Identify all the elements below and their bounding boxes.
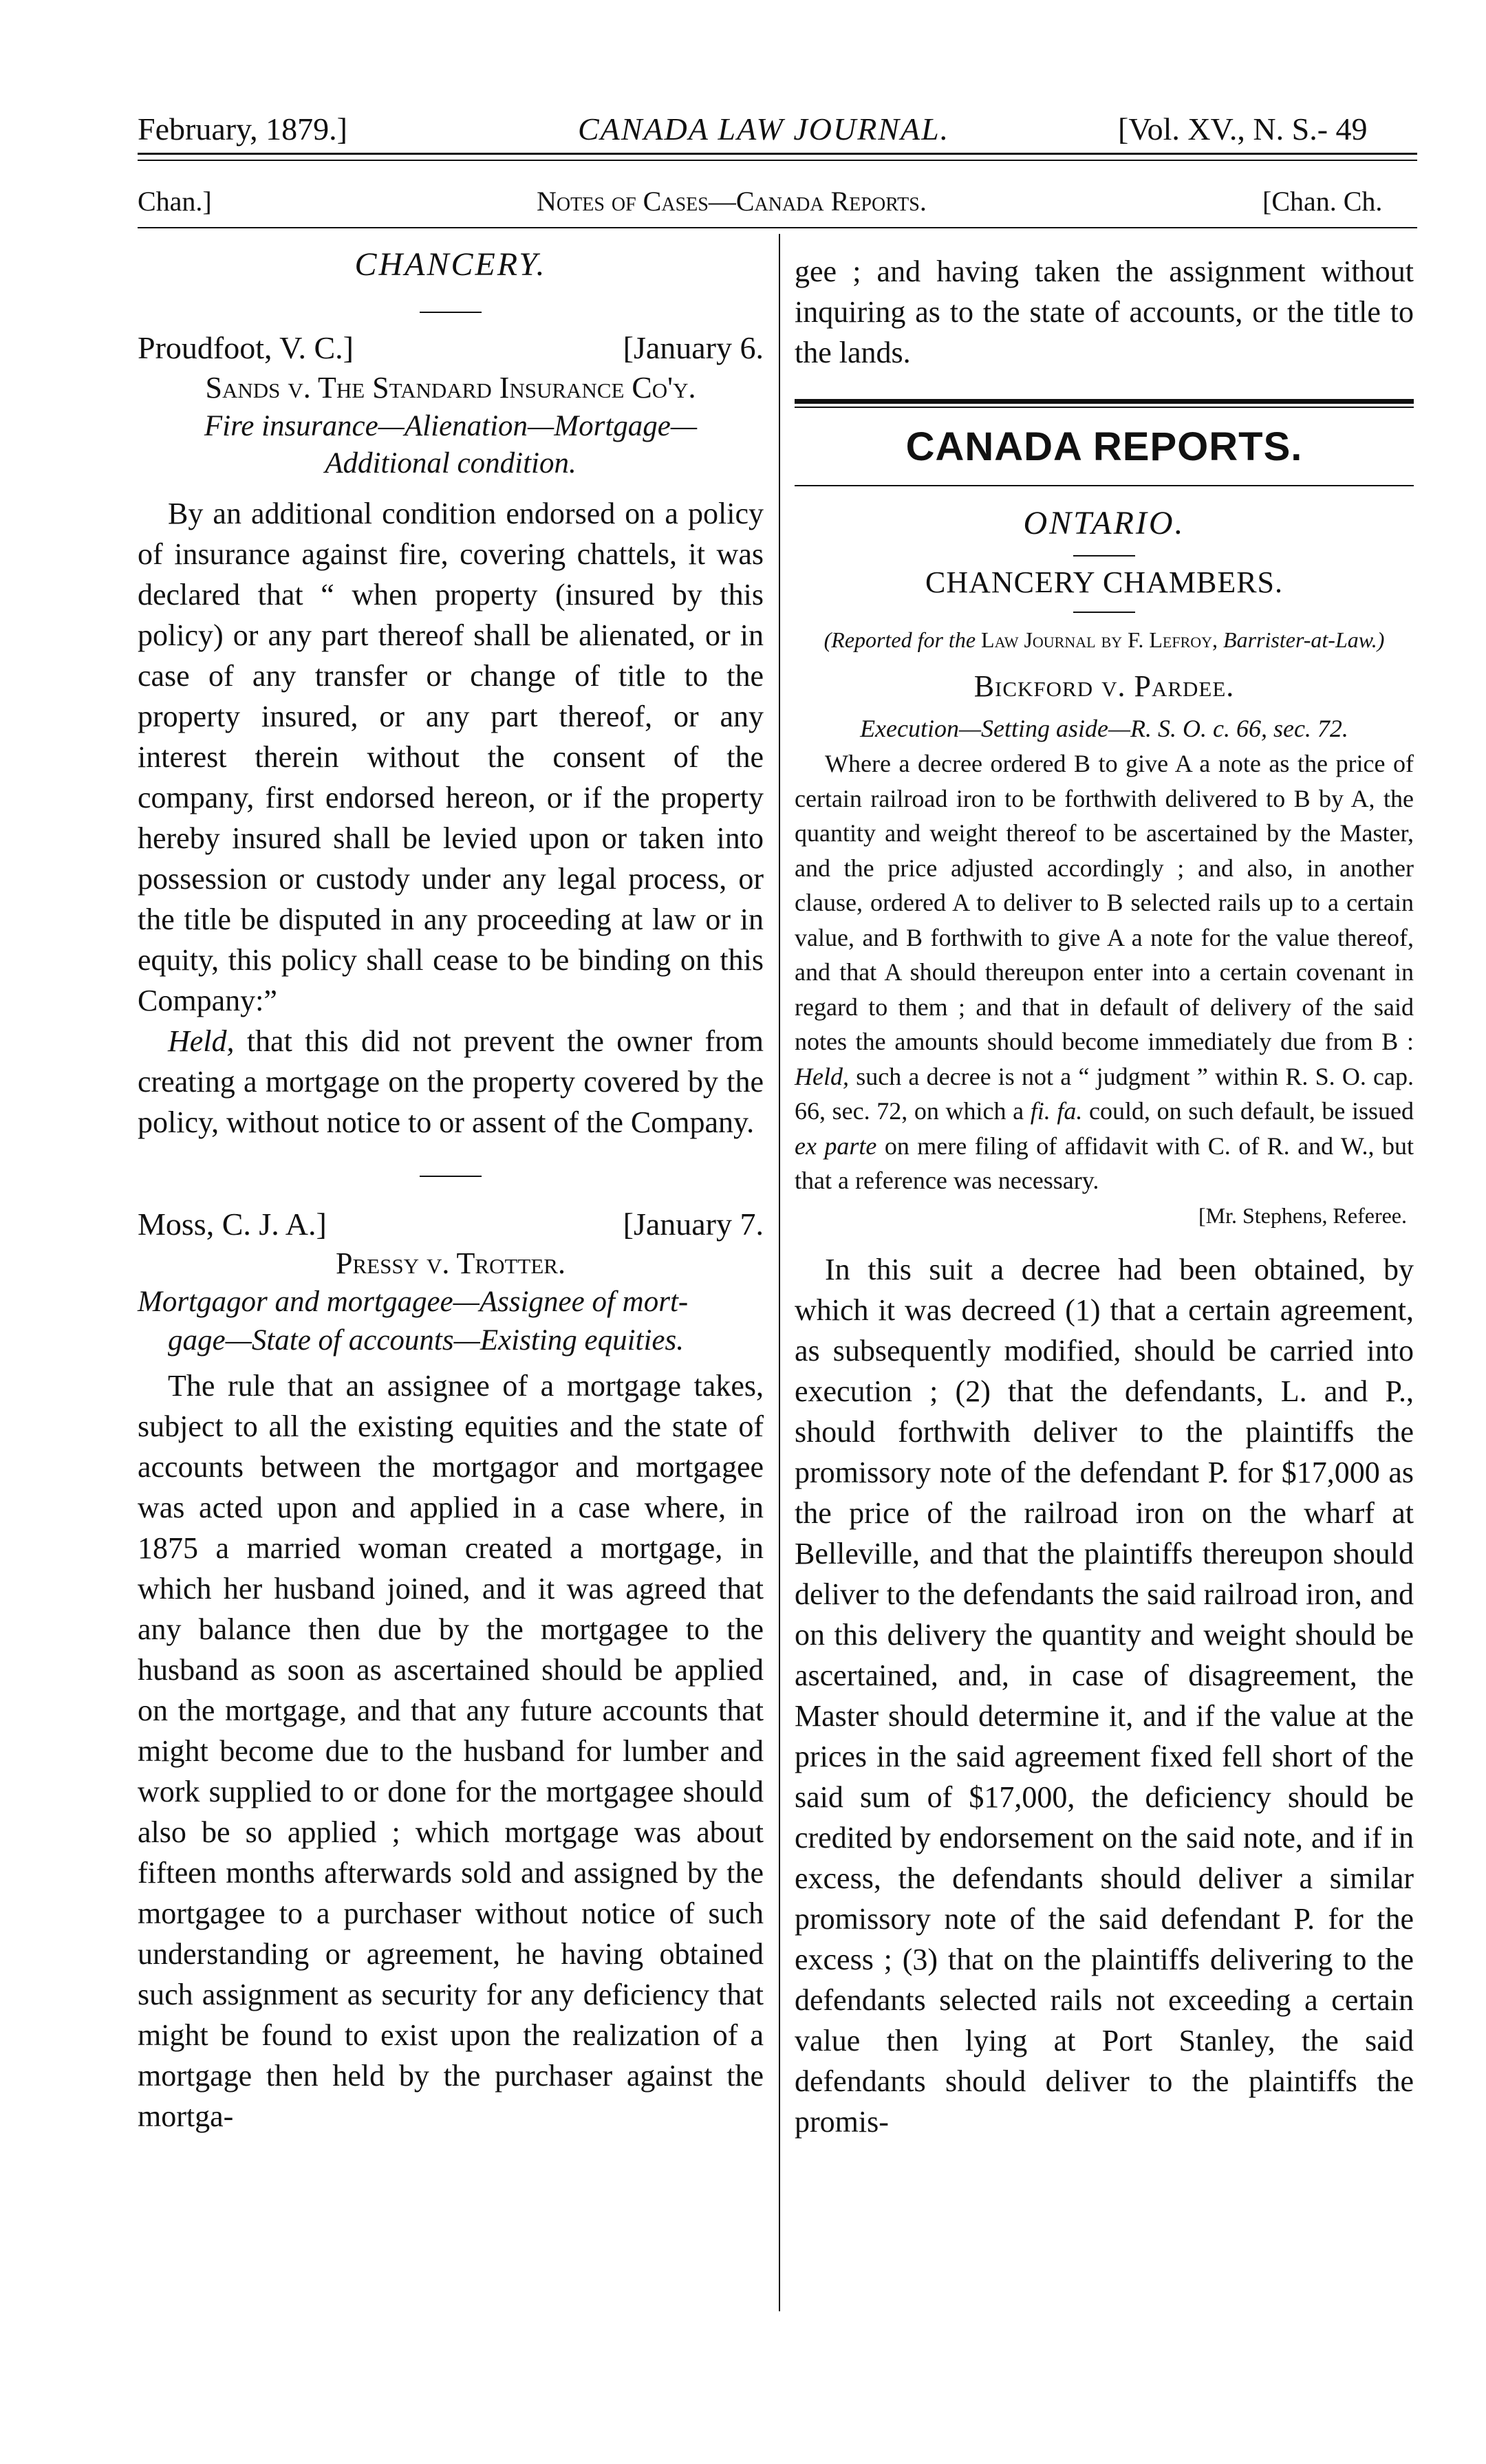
case1-held bbox=[138, 1021, 764, 1143]
case3-summary bbox=[795, 746, 1414, 1198]
case1-headnote-2: Additional condition. bbox=[325, 447, 577, 479]
case1-held-label: Held, bbox=[168, 1024, 235, 1058]
case3-headnote: Execution—Setting aside—R. S. O. c. 66, sec. 72. bbox=[860, 715, 1348, 742]
province-dash bbox=[1073, 555, 1135, 556]
subheader-right: [Chan. Ch. bbox=[1262, 186, 1383, 217]
case2-header bbox=[138, 1204, 764, 1244]
case1-held-text: that this did not prevent the owner from creating a mortgage on the property covered by the policy, without notice to or assent of the Company. bbox=[138, 1024, 764, 1139]
reporter-journal: Law Journal bbox=[981, 627, 1096, 652]
case2-date: [January 7. bbox=[623, 1207, 764, 1242]
case1-body: By an additional condition endorsed on a policy of insurance against fire, covering chattels, it was declared that “ when property (insured by this policy) or any part thereof shall be alienated, or in case of any transfer or change of title to the property insured, or any part thereof, or any interest therein without the consent of the company, first endorsed hereon, or if the property hereby insured shall be levied upon or taken into possession or custody under any legal process, or the title be disputed in any proceeding at law or in equity, this policy shall cease to be binding on this Company:” bbox=[138, 497, 764, 1017]
court-title: CHANCERY CHAMBERS. bbox=[925, 565, 1284, 599]
case-dash bbox=[420, 1176, 482, 1177]
case3-summary-part1: Where a decree ordered B to give A a note as the price of certain railroad iron to be forthwith delivered to B by A, the quantity and weight thereof to be ascertained by the Master, and the price adjusted accordingly ; and also, in another clause, ordered A to deliver to B selected rails up to a certain value, and B forthwith to give A a note for the value thereof, and that A should thereupon enter into a certain covenant in regard to them ; and that in default of delivery of the said notes the amounts should become immediately due from B : bbox=[795, 750, 1414, 1055]
case2-judge: Moss, C. J. A.] bbox=[138, 1207, 327, 1242]
case3-summary-held: Held, bbox=[795, 1062, 849, 1090]
case3-summary-part2: such a decree is not a “ judgment ” within R. S. O. cap. 66, sec. 72, on which a bbox=[795, 1062, 1414, 1125]
reports-rule-thick bbox=[795, 399, 1414, 404]
continuation-text: gee ; and having taken the assignment without inquiring as to the state of accounts, or the title to the lands. bbox=[795, 255, 1414, 369]
section-dash bbox=[420, 312, 482, 313]
subheader-left: Chan.] bbox=[138, 186, 212, 217]
header-rule-thick bbox=[138, 153, 1417, 155]
right-column bbox=[795, 251, 1414, 2142]
case3-body: In this suit a decree had been obtained, by which it was decreed (1) that a certain agreement, as subsequently modified, should be carried into execution ; (2) that the defendants, L. and P., should forthwith deliver to the plaintiffs the promissory note of the defendant P. for $17,000 as the price of the railroad iron on the wharf at Belleville, and that the plaintiffs thereupon should deliver to the defendants the said railroad iron, and on this delivery the quantity and weight should be ascertained, and, in case of disagreement, the Master should determine it, and if the value at the prices in the said agreement fixed fell short of the said sum of $17,000, the deficiency should be credited by endorsement on the said note, and if in excess, the defendants should deliver a similar promissory note of the said defendant P. for the excess ; (3) that on the plaintiffs delivering to the defendants selected rails not exceeding a certain value then lying at Port Stanley, the said defendants should deliver to the plaintiffs the promis- bbox=[795, 1252, 1414, 2139]
reporter-credit bbox=[795, 625, 1414, 654]
column-divider bbox=[779, 234, 780, 2311]
reporter-post: Barrister-at-Law.) bbox=[1223, 627, 1385, 652]
case1-title: Sands v. The Standard Insurance Co'y. bbox=[205, 371, 696, 404]
reports-rule-thin bbox=[795, 407, 1414, 408]
case2-headnote-2: gage—State of accounts—Existing equities. bbox=[168, 1324, 685, 1357]
case1-headnote-1: Fire insurance—Alienation—Mortgage— bbox=[204, 410, 698, 442]
header-journal-title: CANADA LAW JOURNAL. bbox=[578, 111, 950, 147]
reports-rule-under bbox=[795, 485, 1414, 486]
header-rule-thin bbox=[138, 160, 1417, 161]
case2-title: Pressy v. Trotter. bbox=[336, 1246, 566, 1280]
reporter-by: by F. Lefroy, bbox=[1101, 627, 1218, 652]
province-title: ONTARIO. bbox=[1023, 505, 1185, 541]
case3-title: Bickford v. Pardee. bbox=[973, 669, 1235, 703]
case3-summary-part4: on mere filing of affidavit with C. of R. and W., but that a reference was necessary. bbox=[795, 1132, 1414, 1194]
header-volume: [Vol. XV., N. S.- 49 bbox=[1118, 111, 1368, 147]
case3-summary-fifa: fi. fa. bbox=[1030, 1097, 1083, 1125]
subheader-rule bbox=[138, 227, 1417, 228]
case1-date: [January 6. bbox=[623, 330, 764, 365]
referee-line: [Mr. Stephens, Referee. bbox=[1198, 1202, 1407, 1228]
section-title-chancery: CHANCERY. bbox=[354, 246, 547, 283]
reporter-pre: (Reported for the bbox=[823, 627, 976, 652]
case2-body: The rule that an assignee of a mortgage takes, subject to all the existing equities and the state of accounts between the mortgagor and mortgagee was acted upon and applied in a case where, in 1875 a married woman created a mortgage, in which her husband joined, and it was agreed that any balance then due by the mortgagee to the husband as soon as ascertained should be applied on the mortgage, and that any future accounts that might become due to the husband for lumber and work supplied to or done for the mortgagee should also be so applied ; which mortgage was about fifteen months afterwards sold and assigned by the mortgagee to a purchaser without notice of such understanding or agreement, he having obtained such assignment as security for any deficiency that might be found to exist upon the realization of a mortgage then held by the purchaser against the mortga- bbox=[138, 1369, 764, 2133]
case1-judge: Proudfoot, V. C.] bbox=[138, 330, 354, 365]
subheader-center: Notes of Cases—Canada Reports. bbox=[537, 186, 927, 217]
case3-summary-part3: could, on such default, be issued bbox=[1088, 1097, 1414, 1125]
reports-title: CANADA REPORTS. bbox=[905, 424, 1303, 469]
case3-summary-exparte: ex parte bbox=[795, 1132, 877, 1160]
case1-header bbox=[138, 328, 764, 368]
left-column bbox=[138, 244, 764, 2137]
header-date: February, 1879.] bbox=[138, 111, 347, 147]
court-dash bbox=[1073, 612, 1135, 613]
case2-headnote-1: Mortgagor and mortgagee—Assignee of mort- bbox=[138, 1286, 689, 1318]
